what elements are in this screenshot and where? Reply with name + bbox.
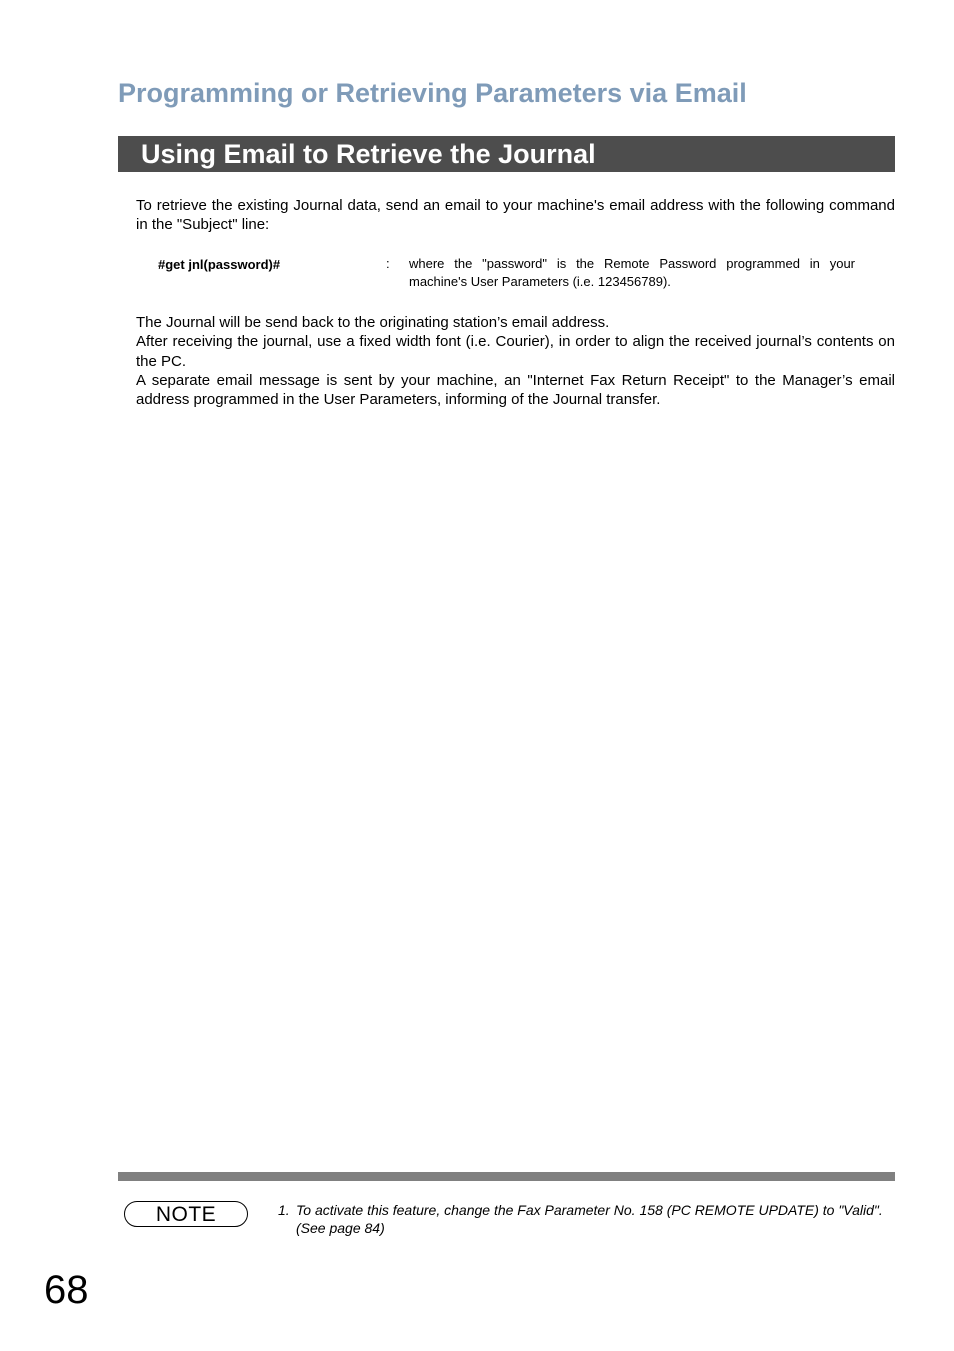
paragraph-fixed-width-font: After receiving the journal, use a fixed width font (i.e. Courier), in order to align the received journal’s contents on the PC. [136,333,895,370]
command-row [136,255,895,295]
command-separator: : [386,256,390,271]
paragraph-journal-return: The Journal will be send back to the originating station’s email address. [136,314,610,331]
note-badge: NOTE [124,1201,248,1227]
command-code: #get jnl(password)# [158,257,281,272]
intro-paragraph: To retrieve the existing Journal data, send an email to your machine's email address with the following command in the "Subject" line: [136,197,895,234]
section-title: Using Email to Retrieve the Journal [141,139,596,169]
note-item-number: 1. [278,1202,290,1218]
note-item-text: To activate this feature, change the Fax Parameter No. 158 (PC REMOTE UPDATE) to "Valid". (See page 84) [296,1202,883,1236]
section-banner [118,136,895,172]
chapter-title: Programming or Retrieving Parameters via Email [118,78,747,108]
command-description: where the "password" is the Remote Password programmed in your machine's User Parameters (i.e. 123456789). [409,256,855,289]
body-text [136,313,895,409]
page-number: 68 [44,1268,89,1312]
paragraph-return-receipt: A separate email message is sent by your machine, an "Internet Fax Return Receipt" to the Manager’s email address programmed in the User Parameters, informing of the Journal transfer. [136,371,895,409]
note-divider [118,1172,895,1181]
